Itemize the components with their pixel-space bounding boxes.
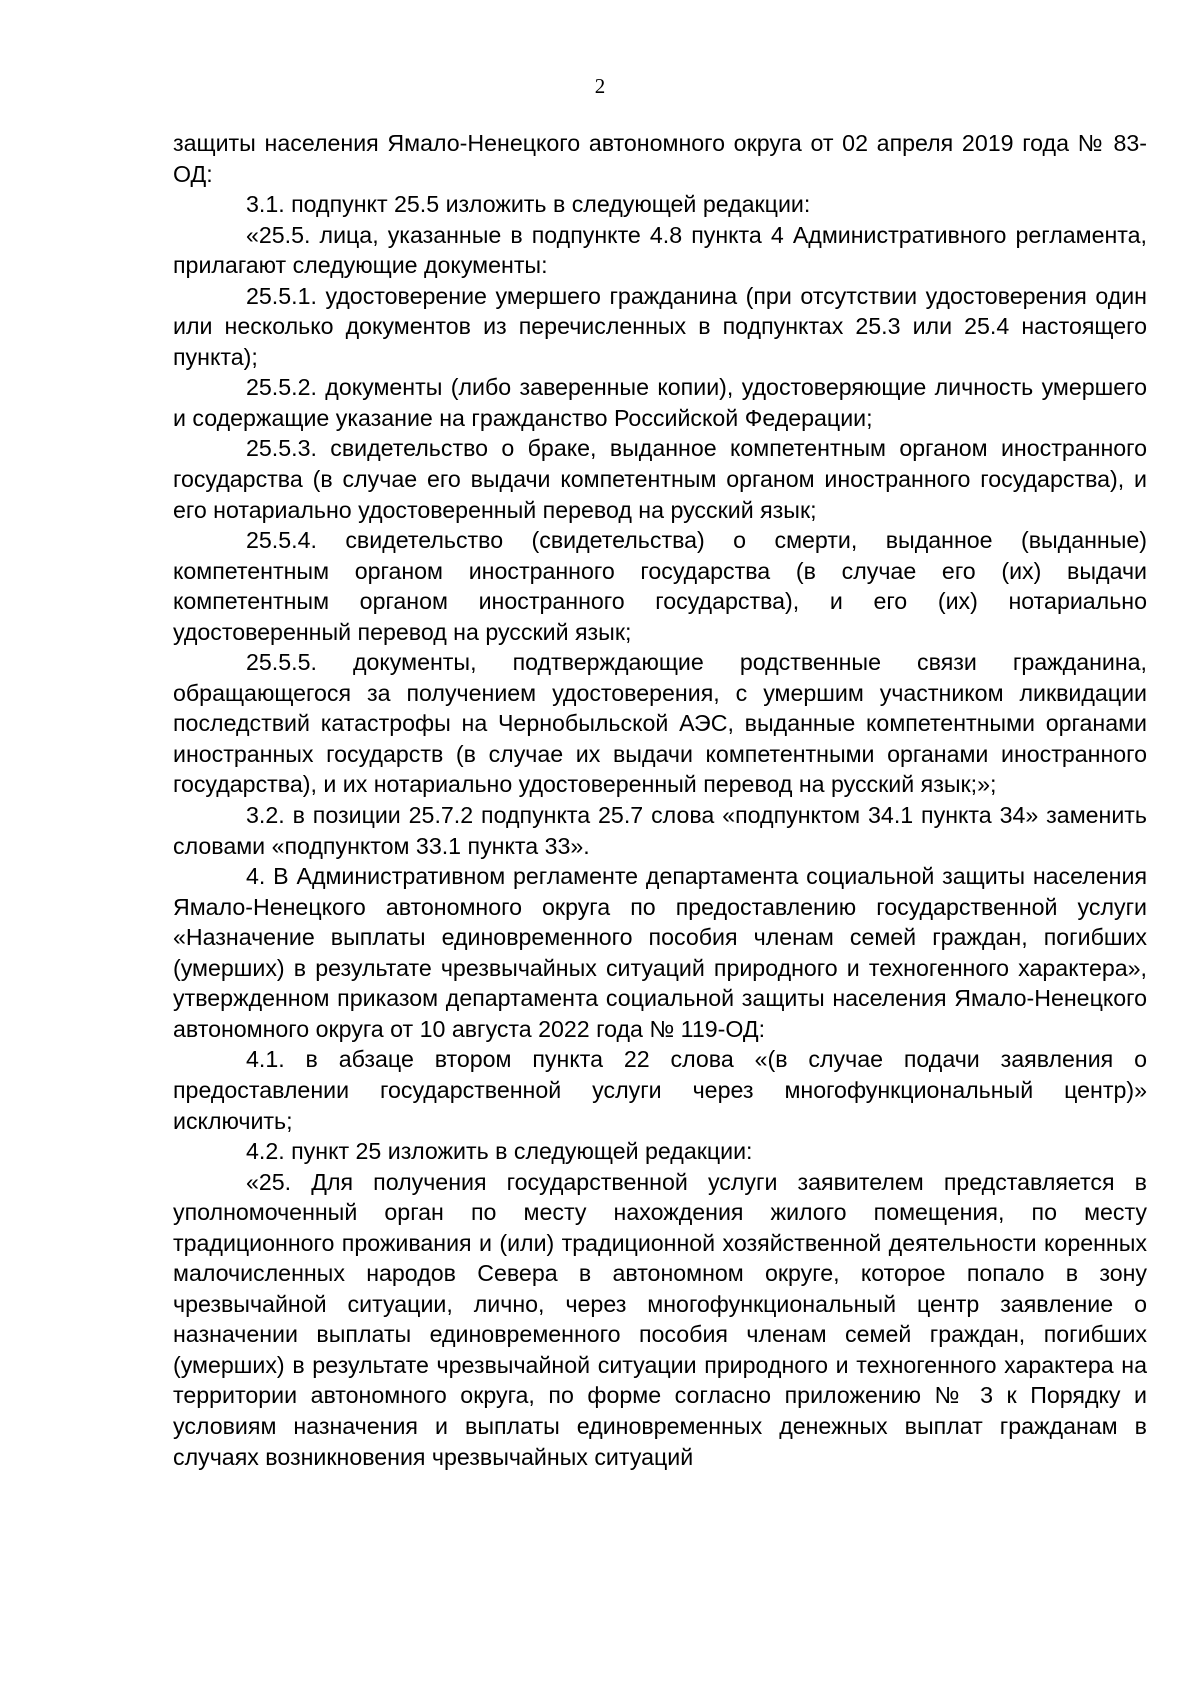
paragraph-4-2: 4.2. пункт 25 изложить в следующей редакции: (246, 1138, 753, 1165)
paragraph-4: 4. В Административном регламенте департамента социальной защиты населения Ямало-Ненецкого автономного округа по предоставлению государственной услуги «Назначение выплаты единовременного пособия членам семей граждан, погибших (умерших) в результате чрезвычайных ситуаций природного и техногенного характера», утвержденном приказом департамента социальной защиты населения Ямало-Ненецкого автономного округа от 10 августа 2022 года № 119-ОД: (173, 863, 1147, 1042)
paragraph-continuation: защиты населения Ямало-Ненецкого автономного округа от 02 апреля 2019 года № 83-ОД: (173, 130, 1147, 187)
paragraph-25-5-1: 25.5.1. удостоверение умершего гражданина (при отсутствии удостоверения один или несколько документов из перечисленных в подпунктах 25.3 или 25.4 настоящего пункта); (173, 282, 1147, 370)
paragraph-25-5-4: 25.5.4. свидетельство (свидетельства) о смерти, выданное (выданные) компетентным органом иностранного государства (в случае его (их) выдачи компетентным органом иностранного государства), и его (их) нотариально удостоверенный перевод на русский язык; (173, 527, 1147, 645)
paragraph-4-1: 4.1. в абзаце втором пункта 22 слова «(в случае подачи заявления о предоставлении государственной услуги через многофункциональный центр)» исключить; (173, 1046, 1147, 1134)
document-body (173, 128, 1147, 1472)
paragraph-25-5-5: 25.5.5. документы, подтверждающие родственные связи гражданина, обращающегося за получением удостоверения, с умершим участником ликвидации последствий катастрофы на Чернобыльской АЭС, выданные компетентными органами иностранных государств (в случае их выдачи компетентными органами иностранного государства), и их нотариально удостоверенный перевод на русский язык;»; (173, 649, 1147, 798)
paragraph-25-5: «25.5. лица, указанные в подпункте 4.8 пункта 4 Административного регламента, прилагают следующие документы: (173, 221, 1147, 279)
paragraph-3-2: 3.2. в позиции 25.7.2 подпункта 25.7 слова «подпунктом 34.1 пункта 34» заменить словами «подпунктом 33.1 пункта 33». (173, 802, 1147, 859)
page-number: 2 (594, 74, 606, 98)
paragraph-25-5-2: 25.5.2. документы (либо заверенные копии), удостоверяющие личность умершего и содержащие указание на гражданство Российской Федерации; (173, 374, 1147, 431)
paragraph-3-1: 3.1. подпункт 25.5 изложить в следующей редакции: (246, 191, 811, 218)
paragraph-25: «25. Для получения государственной услуги заявителем представляется в уполномоченный орган по месту нахождения жилого помещения, по месту традиционного проживания и (или) традиционной хозяйственной деятельности коренных малочисленных народов Севера в автономном округе, которое попало в зону чрезвычайной ситуации, лично, через многофункциональный центр заявление о назначении выплаты единовременного пособия членам семей граждан, погибших (умерших) в результате чрезвычайной ситуации природного и техногенного характера на территории автономного округа, по форме согласно приложению № 3 к Порядку и условиям назначения и выплаты единовременных денежных выплат гражданам в случаях возникновения чрезвычайных ситуаций (173, 1168, 1147, 1470)
paragraph-25-5-3: 25.5.3. свидетельство о браке, выданное компетентным органом иностранного государства (в случае его выдачи компетентным органом иностранного государства), и его нотариально удостоверенный перевод на русский язык; (173, 435, 1147, 523)
